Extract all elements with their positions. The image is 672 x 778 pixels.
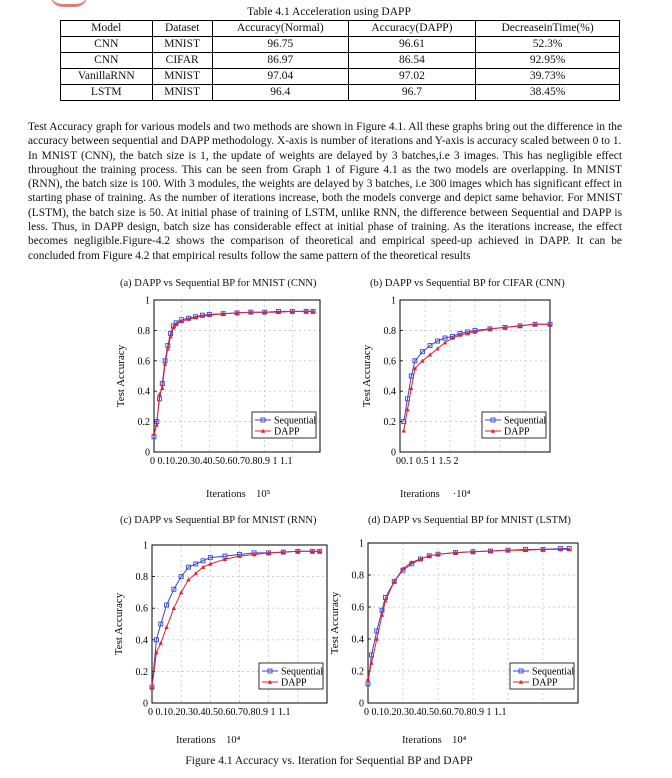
x-axis-label: Iterations 10⁴ xyxy=(176,735,241,746)
header-dataset: Dataset xyxy=(152,21,212,37)
data-point-dapp xyxy=(159,641,163,645)
acceleration-table xyxy=(60,20,620,101)
series-line-dapp xyxy=(368,549,569,679)
x-tick-labels: 0 0.10.20.30.40.50.60.70.80.9 1 1.1 xyxy=(148,707,291,718)
y-tick-label: 0.4 xyxy=(351,634,364,646)
table-cell: 97.04 xyxy=(212,69,348,85)
y-tick-label: 0 xyxy=(145,447,150,459)
y-tick-label: 0.8 xyxy=(135,572,148,584)
data-point-dapp xyxy=(366,677,370,681)
y-axis-label: Test Accuracy xyxy=(113,592,125,656)
table-cell: VanillaRNN xyxy=(61,69,153,85)
y-tick-label: 0.4 xyxy=(137,386,150,398)
y-tick-label: 1 xyxy=(359,538,364,550)
chart-title: (d) DAPP vs Sequential BP for MNIST (LSTM) xyxy=(368,515,571,526)
y-axis-label: Test Accuracy xyxy=(361,344,373,408)
table-cell: LSTM xyxy=(61,85,153,101)
data-point-dapp xyxy=(168,334,172,338)
y-tick-label: 0.8 xyxy=(383,325,396,337)
data-point-dapp xyxy=(166,346,170,350)
x-scale-label: 10⁴ xyxy=(452,735,467,746)
y-tick-label: 0 xyxy=(143,698,148,710)
chart-panel-d xyxy=(329,515,658,747)
table-row xyxy=(61,37,620,53)
figure-caption: Figure 4.1 Accuracy vs. Iteration for Sequential BP and DAPP xyxy=(185,755,473,767)
data-point-dapp xyxy=(443,340,447,344)
x-axis-label: Iterations 10⁴ xyxy=(402,735,467,746)
table-cell: 92.95% xyxy=(476,53,620,69)
y-tick-label: 0.2 xyxy=(137,417,150,429)
data-point-dapp xyxy=(402,429,406,433)
table-cell: 86.97 xyxy=(212,53,348,69)
legend-label: Sequential xyxy=(274,415,317,427)
y-tick-label: 0.6 xyxy=(383,356,396,368)
y-tick-label: 0.2 xyxy=(383,417,396,429)
header-decrease-time: DecreaseinTime(%) xyxy=(476,21,620,37)
y-tick-label: 0.2 xyxy=(351,666,364,678)
x-tick-labels: 0 0.10.20.30.40.50.60.70.80.9 1 1.1 xyxy=(150,456,293,467)
y-tick-label: 0 xyxy=(391,447,396,459)
legend-label: Sequential xyxy=(504,415,547,427)
chart-title: (a) DAPP vs Sequential BP for MNIST (CNN) xyxy=(120,278,317,289)
data-point-dapp xyxy=(160,386,164,390)
legend-label: Sequential xyxy=(532,666,575,678)
table-caption: Table 4.1 Acceleration using DAPP xyxy=(247,6,411,18)
data-point-dapp xyxy=(163,362,167,366)
legend-label: DAPP xyxy=(532,677,558,689)
y-tick-label: 0.4 xyxy=(383,386,396,398)
table-cell: CNN xyxy=(61,53,153,69)
table-cell: CNN xyxy=(61,37,153,53)
legend-label: DAPP xyxy=(281,677,307,689)
y-tick-label: 0.8 xyxy=(137,325,150,337)
table-cell: 39.73% xyxy=(476,69,620,85)
x-tick-labels: 00.1 0.5 1 1.5 2 xyxy=(396,456,459,467)
table-cell: MNIST xyxy=(152,69,212,85)
data-point-dapp xyxy=(155,422,159,426)
x-axis-label: Iterations ·10⁴ xyxy=(400,489,471,500)
x-axis-label: Iterations 10⁵ xyxy=(206,489,271,500)
paragraph-intro: Test Accuracy graph for various models and two methods are shown in Figure 4.1. All these graphs bring out the difference in the accuracy between sequential and DAPP methodology. X-axis is number of iterations and Y-axis is accuracy scaled between 0 to 1. xyxy=(28,121,622,148)
data-point-dapp xyxy=(369,661,373,665)
series-line-sequential xyxy=(404,324,550,421)
paragraph-details: In MNIST (CNN), the batch size is 1, the update of weights are delayed by 3 batches,i.e 3 images. This has negligible effect throughout the training process. This can be seen from Graph 1 of Figure 4.1 as the two models are overlapping. In MNIST (RNN), the batch size is 100. With 3 modules, the weights are delayed by 3 batches, i.e 300 images which has significant effect in starting phase of training. As the number of iterations increase, both the models converge and depict same behavior. For MNIST (LSTM), the batch size is 50. At initial phase of training of LSTM, unlike RNN, the difference between Sequential and DAPP is less. Thus, in DAPP design, batch size has considerable effect at initial phase of training. As the iterations increase, the effect becomes negligible.Figure-4.2 shows the comparison of theoretical and empirical speed-up achieved in DAPP. It can be concluded from Figure 4.2 that empirical results follow the same pattern of the theoretical results xyxy=(28,149,622,262)
data-point-dapp xyxy=(164,625,168,629)
table-cell: 38.45% xyxy=(476,85,620,101)
table-cell: 96.4 xyxy=(212,85,348,101)
table-cell: 52.3% xyxy=(476,37,620,53)
y-tick-label: 0.4 xyxy=(135,635,148,647)
y-tick-label: 0.2 xyxy=(135,666,148,678)
y-tick-label: 1 xyxy=(143,540,148,552)
table-cell: 97.02 xyxy=(348,69,475,85)
header-model: Model xyxy=(61,21,153,37)
table-cell: 96.7 xyxy=(348,85,475,101)
y-tick-label: 1 xyxy=(391,295,396,307)
chart-panel-b xyxy=(352,278,672,510)
y-tick-label: 0.6 xyxy=(351,602,364,614)
data-point-dapp xyxy=(152,432,156,436)
y-axis-label: Test Accuracy xyxy=(115,344,127,408)
chart-title: (c) DAPP vs Sequential BP for MNIST (RNN) xyxy=(120,515,317,526)
table-cell: MNIST xyxy=(152,85,212,101)
y-tick-label: 1 xyxy=(145,295,150,307)
y-axis-label: Test Accuracy xyxy=(329,591,341,655)
header-accuracy-dapp: Accuracy(DAPP) xyxy=(348,21,475,37)
table-cell: MNIST xyxy=(152,37,212,53)
table-row xyxy=(61,85,620,101)
table-cell: 96.61 xyxy=(348,37,475,53)
y-tick-label: 0.8 xyxy=(351,570,364,582)
header-accuracy-normal: Accuracy(Normal) xyxy=(212,21,348,37)
legend-label: DAPP xyxy=(274,426,300,438)
x-scale-label: 10⁴ xyxy=(226,735,241,746)
x-tick-labels: 0 0.10.20.30.40.50.60.70.80.9 1 1.1 xyxy=(364,707,507,718)
table-cell: 96.75 xyxy=(212,37,348,53)
legend-label: DAPP xyxy=(504,426,530,438)
table-header-row xyxy=(61,21,620,37)
chart-title: (b) DAPP vs Sequential BP for CIFAR (CNN) xyxy=(370,278,565,289)
chart-svg xyxy=(329,515,658,747)
table-row xyxy=(61,53,620,69)
y-tick-label: 0 xyxy=(359,698,364,710)
x-scale-label: ·10⁴ xyxy=(452,489,471,500)
y-tick-label: 0.6 xyxy=(137,356,150,368)
legend-label: Sequential xyxy=(281,666,324,678)
table-cell: 86.54 xyxy=(348,53,475,69)
table-row xyxy=(61,69,620,85)
table-cell: CIFAR xyxy=(152,53,212,69)
body-paragraph xyxy=(28,120,622,263)
x-scale-label: 10⁵ xyxy=(256,489,271,500)
y-tick-label: 0.6 xyxy=(135,603,148,615)
chart-svg xyxy=(352,278,672,510)
data-point-dapp xyxy=(179,590,183,594)
